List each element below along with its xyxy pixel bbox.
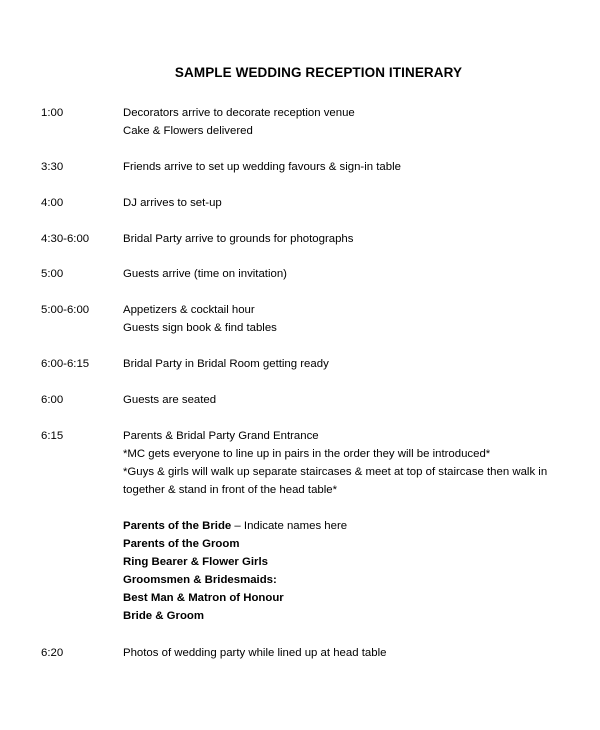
entry-time: 3:30	[41, 161, 64, 173]
entry-line: Appetizers & cocktail hour	[123, 304, 255, 316]
entry-description	[123, 104, 583, 140]
entry-time: 4:00	[41, 197, 64, 209]
entry-line: Photos of wedding party while lined up at head table	[123, 647, 387, 659]
entry-line: DJ arrives to set-up	[123, 197, 222, 209]
entry-line: Cake & Flowers delivered	[123, 125, 253, 137]
entry-line: *Guys & girls will walk up separate staircases & meet at top of staircase then walk in together & stand in front of the head table*	[123, 466, 548, 496]
entry-description	[123, 301, 583, 337]
entry-line: Guests sign book & find tables	[123, 322, 277, 334]
entry-description	[123, 230, 583, 248]
entry-time: 5:00-6:00	[41, 304, 90, 316]
entry-description	[123, 265, 583, 283]
entry-line: Bridal Party arrive to grounds for photographs	[123, 233, 354, 245]
itinerary-entry	[41, 230, 581, 248]
itinerary-entry	[41, 158, 581, 176]
entry-line: Guests arrive (time on invitation)	[123, 268, 287, 280]
entry-description	[123, 427, 583, 625]
introduction-role	[123, 517, 583, 535]
entry-line: Friends arrive to set up wedding favours & sign-in table	[123, 161, 401, 173]
introduction-role	[123, 571, 583, 589]
role-name: Bride & Groom	[123, 610, 205, 622]
entry-time: 1:00	[41, 107, 64, 119]
entry-time: 6:00-6:15	[41, 358, 90, 370]
role-note: – Indicate names here	[231, 520, 348, 532]
role-name: Groomsmen & Bridesmaids:	[123, 574, 277, 586]
entry-time: 6:00	[41, 394, 64, 406]
itinerary-entry	[41, 644, 581, 662]
entry-line: Decorators arrive to decorate reception venue	[123, 107, 355, 119]
entry-description	[123, 194, 583, 212]
itinerary-entry	[41, 427, 581, 625]
role-name: Ring Bearer & Flower Girls	[123, 556, 268, 568]
introduction-role	[123, 553, 583, 571]
introduction-role	[123, 589, 583, 607]
itinerary-list	[41, 104, 581, 662]
entry-line: Parents & Bridal Party Grand Entrance	[123, 430, 319, 442]
introduction-role	[123, 607, 583, 625]
entry-description	[123, 158, 583, 176]
entry-description	[123, 391, 583, 409]
itinerary-entry	[41, 194, 581, 212]
introduction-role	[123, 535, 583, 553]
entry-time: 6:15	[41, 430, 64, 442]
itinerary-entry	[41, 391, 581, 409]
entry-description	[123, 644, 583, 662]
itinerary-entry	[41, 104, 581, 140]
entry-time: 4:30-6:00	[41, 233, 90, 245]
entry-line: Guests are seated	[123, 394, 217, 406]
entry-time: 6:20	[41, 647, 64, 659]
role-name: Best Man & Matron of Honour	[123, 592, 284, 604]
role-name: Parents of the Bride	[123, 520, 232, 532]
entry-line: Bridal Party in Bridal Room getting ready	[123, 358, 329, 370]
entry-description	[123, 355, 583, 373]
itinerary-entry	[41, 265, 581, 283]
itinerary-entry	[41, 355, 581, 373]
role-name: Parents of the Groom	[123, 538, 240, 550]
itinerary-entry	[41, 301, 581, 337]
entry-time: 5:00	[41, 268, 64, 280]
entry-line: *MC gets everyone to line up in pairs in the order they will be introduced*	[123, 448, 491, 460]
document-title: SAMPLE WEDDING RECEPTION ITINERARY	[174, 65, 463, 80]
introduction-order-list	[123, 517, 583, 625]
